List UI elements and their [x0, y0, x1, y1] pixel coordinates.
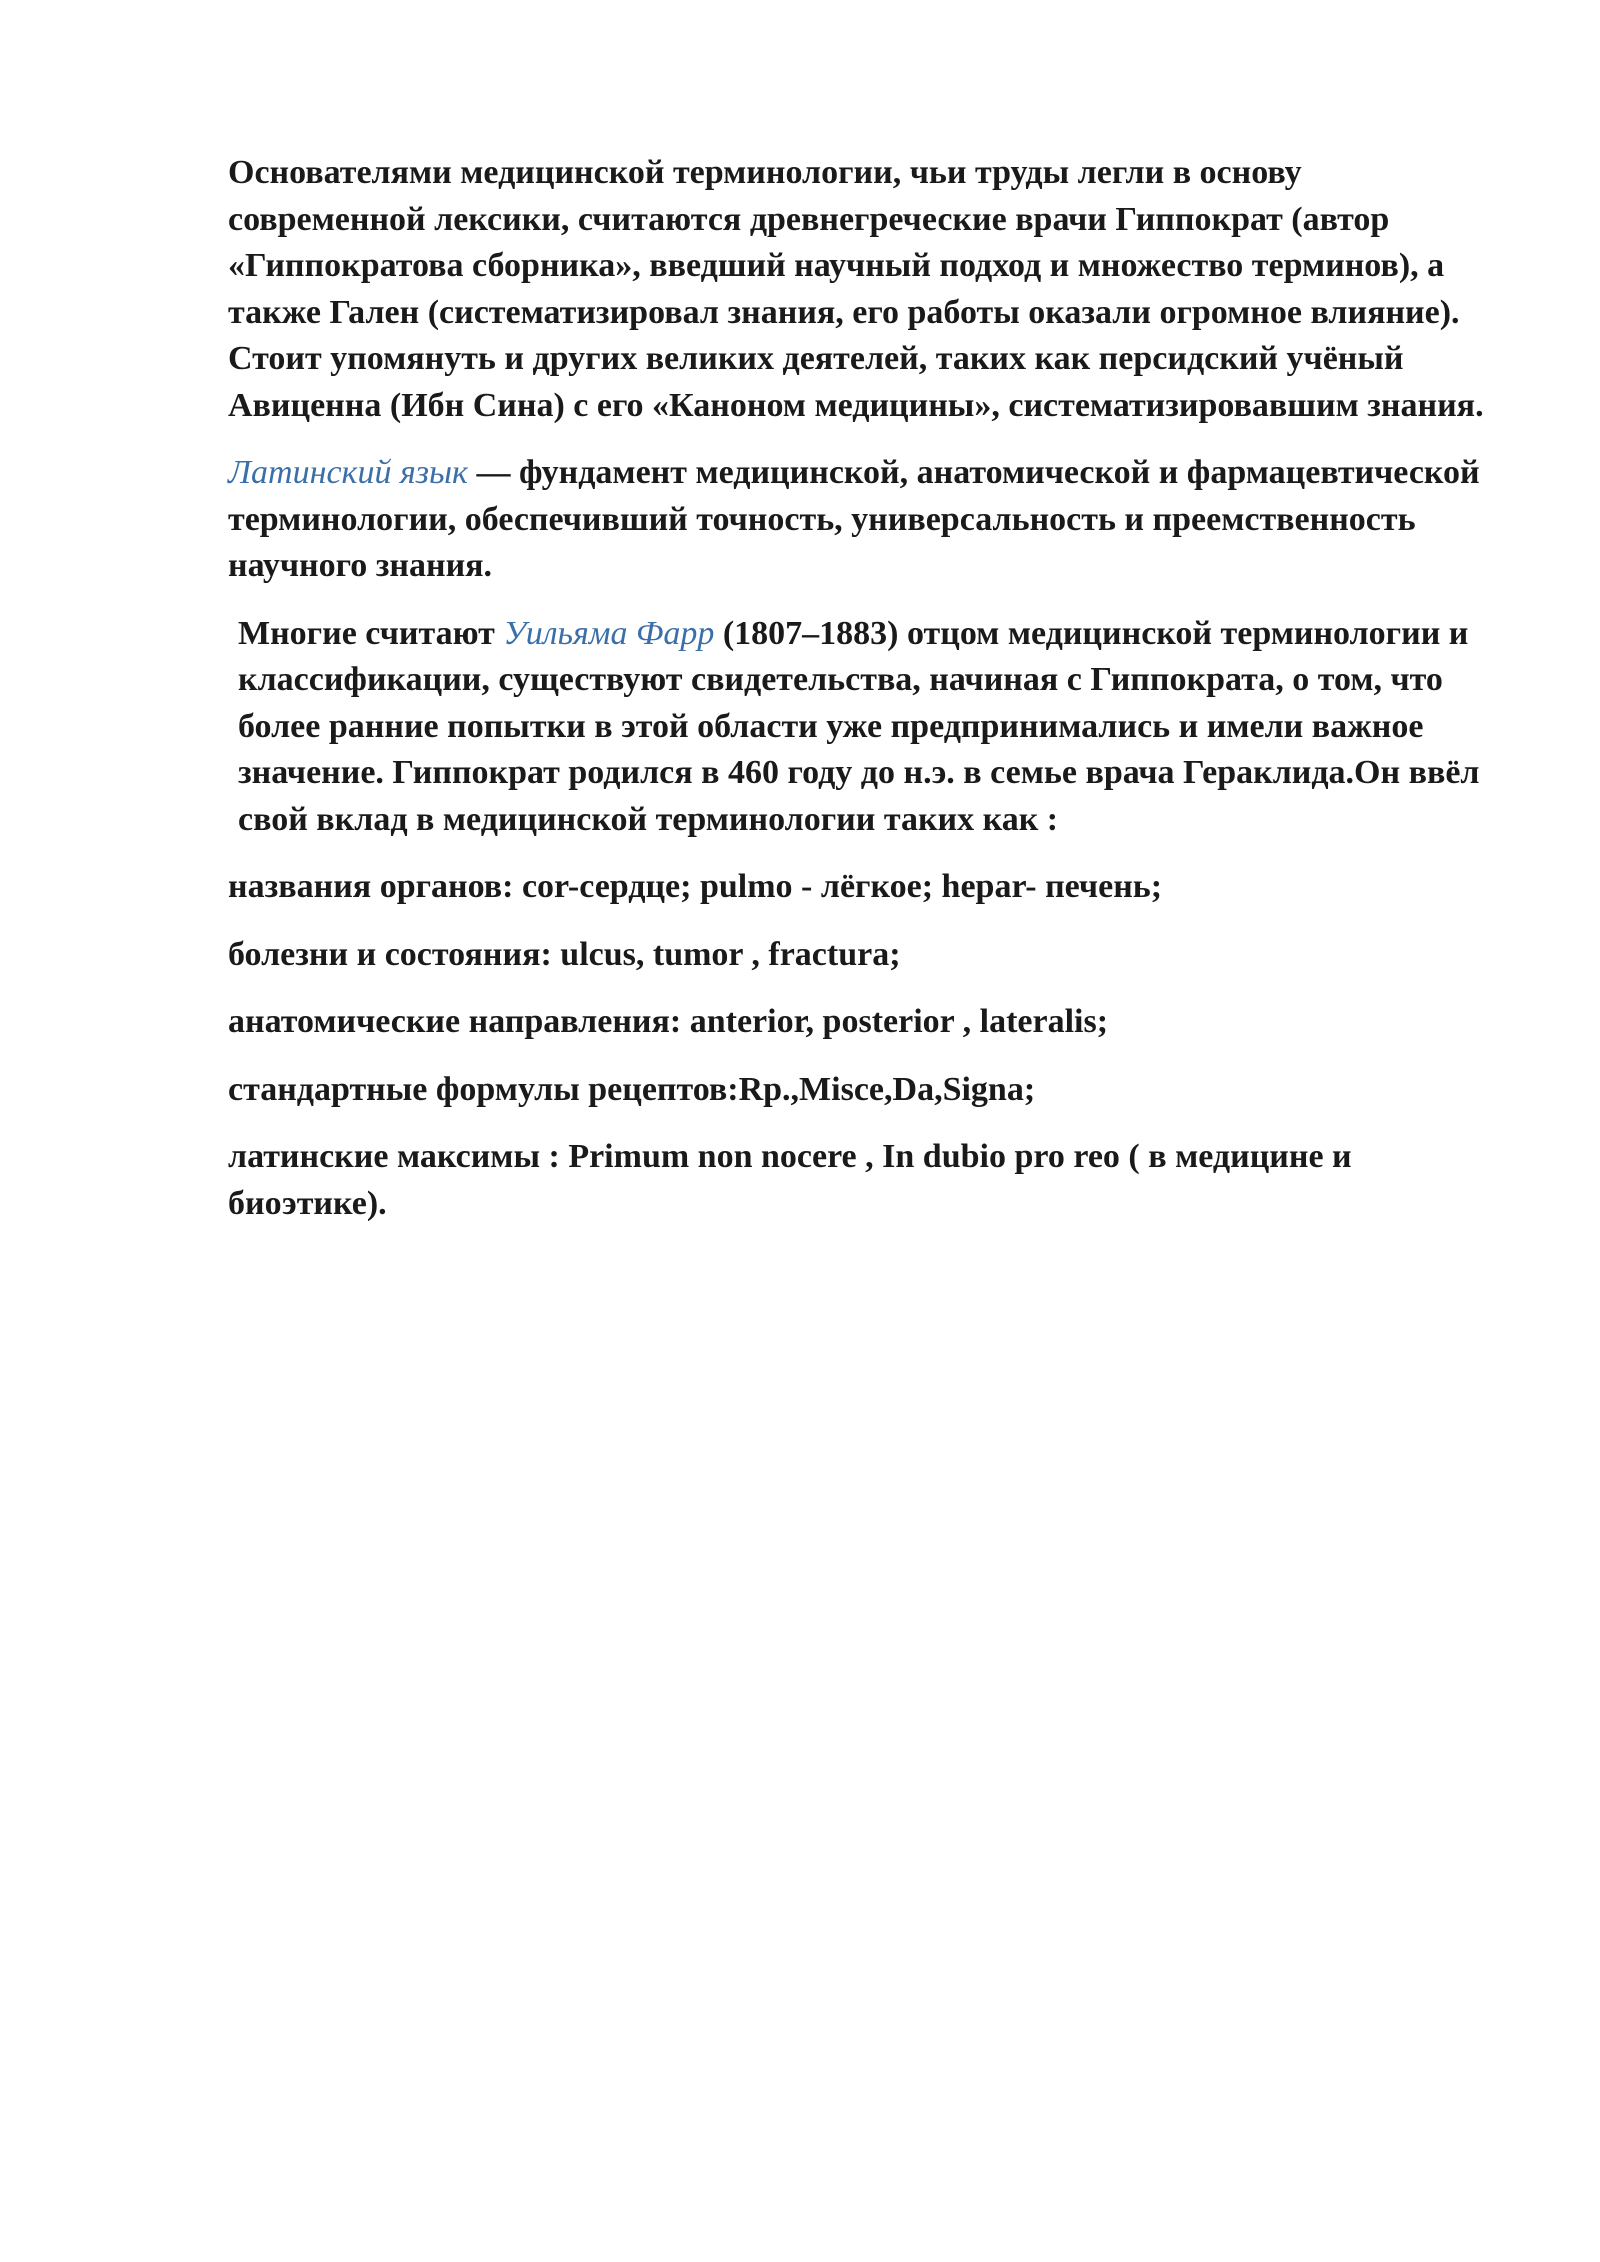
latin-paragraph-text: — фундамент медицинской, анатомической и фармацевтической терминологии, обеспечивший точность, универсальность и преемственность научного знания.	[228, 454, 1480, 584]
paragraph-directions: анатомические направления: anterior, posterior , lateralis;	[228, 1003, 1109, 1040]
farr-paragraph-text: (1807–1883) отцом медицинской терминологии и классификации, существуют свидетельства, начиная с Гиппократа, о том, что более ранние попытки в этой области уже предпринимались и имели важное значение. Гиппократ родился в 460 году до н.э. в семье врача Гераклида.Он ввёл свой вклад в медицинской терминологии таких как :	[238, 614, 1480, 838]
paragraph-founders: Основателями медицинской терминологии, чьи труды легли в основу современной лексики, считаются древнегреческие врачи Гиппократ (автор «Гиппократова сборника», введший научный подход и множество терминов), а также Гален (систематизировал знания, его работы оказали огромное влияние). Стоит упомянуть и других великих деятелей, таких как персидский учёный Авиценна (Ибн Сина) с его «Каноном медицины», систематизировавшим знания.	[228, 154, 1484, 424]
paragraph-organs: названия органов: cor-сердце; pulmo - лёгкое; hepar- печень;	[228, 868, 1163, 905]
document-body	[228, 150, 1488, 1248]
william-farr-link[interactable]: Уильяма Фарр	[503, 614, 715, 652]
paragraph-recipes: стандартные формулы рецептов:Rp.,Misce,Da,Signa;	[228, 1070, 1036, 1108]
farr-paragraph-lead: Многие считают	[238, 614, 504, 652]
latin-language-link[interactable]: Латинский язык	[228, 454, 468, 491]
paragraph-farr	[228, 611, 1488, 844]
paragraph-latin	[228, 450, 1488, 590]
paragraph-maxims: латинские максимы : Primum non nocere , In dubio pro reo ( в медицине и биоэтике).	[228, 1138, 1352, 1222]
paragraph-diseases: болезни и состояния: ulcus, tumor , fractura;	[228, 935, 901, 973]
